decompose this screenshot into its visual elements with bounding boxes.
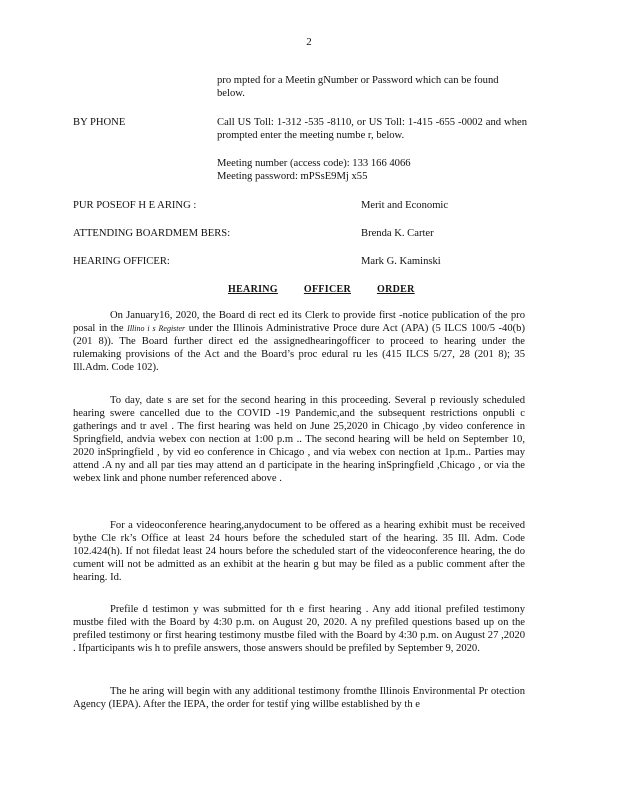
paragraph-5-text: The he aring will begin with any additional testimony fromthe Illinois Environmental Pr otection Agency (IEPA). After the IEPA, the order for testif ying willbe established by th e [73,686,525,710]
attending-members-value: Brenda K. Carter [361,228,434,239]
meeting-password: Meeting password: mPSsE9Mj x55 [217,171,368,182]
order-heading-word: HEARING [228,284,278,295]
order-heading-word: OFFICER [303,284,351,295]
paragraph-3 [73,519,525,584]
purpose-label: PUR POSEOF H E ARING : [73,200,197,211]
paragraph-2-text: To day, date s are set for the second hearing in this proceeding. Several p reviously scheduled hearing swere cancelled due to the COVID -19 Pandemic,and the subsequent restrictions onpubli c gatherings and tr avel . The first hearing was held on June 25,2020 in Chicago ,by video conference in Springfield, andvia webex con nection at 1:00 p.m .. The second hearing will be held on September 10, 2020 inSpringfield , by vid eo conference in Chicago , and via webex con nection at 1p.m.. Parties may attend .A ny and all par ties may attend an d participate in the hearing inSpringfield ,Chicago , or via the webex link and phone number referenced above . [73,395,525,484]
paragraph-3-text: For a videoconference hearing,anydocument to be offered as a hearing exhibit must be received bythe Cle rk’s Office at least 24 hours before the scheduled start of the hearing. 35 Ill. Adm. Code 102.424(h). If not filedat least 24 hours before the scheduled start of the videoconference hearing, the do cument will not be admitted as an exhibit at the hearin g but may be filed as a public comment after the hearing. Id. [73,520,525,583]
paragraph-5 [73,685,525,711]
paragraph-4-text: Prefile d testimon y was submitted for th e first hearing . Any add itional prefiled testimony mustbe filed with the Board by 4:30 p.m. on August 20, 2020. A ny prefiled questions based up on the prefiled testimony or first hearing testimony mustbe filed with the Board by 4:30 p.m. on August 27 ,2020 . Ifparticipants wis h to prefile answers, those answers should be prefiled by September 9, 2020. [73,604,525,654]
meeting-number: Meeting number (access code): 133 166 4066 [217,158,411,169]
order-heading-word: ORDER [377,284,415,295]
page-number: 2 [306,36,312,48]
purpose-value: Merit and Economic [361,200,449,211]
meeting-prompt-text: pro mpted for a Meetin gNumber or Password which can be found below. [217,75,499,99]
paragraph-1-text-b: under the Illinois Administrative Proce dure Act (APA) (5 ILCS 100/5 -40(b) (201 8)). The Board further direct ed the assignedhearingofficer to proceed to hearing under the rulemaking provisions of the Act and the Board’s proc edural ru les (415 ILCS 5/27, 28 (201 8); 35 Ill.Adm. Code 102). [73,323,526,373]
paragraph-2 [73,394,525,485]
hearing-officer-value: Mark G. Kaminski [361,256,441,267]
paragraph-1 [73,309,525,374]
attending-members-label: ATTENDING BOARDMEM BERS: [73,228,231,239]
paragraph-1-text-a: On January16, 2020, the Board di rect ed its Clerk to provide first -notice publication of the pro posal in the [73,310,525,334]
by-phone-label: BY PHONE [73,117,126,128]
hearing-officer-label: HEARING OFFICER: [73,256,170,267]
order-heading [228,283,441,296]
paragraph-4 [73,603,525,655]
by-phone-text: Call US Toll: 1-312 -535 -8110, or US Toll: 1-415 -655 -0002 and when prompted enter the meeting numbe r, below. [217,117,527,141]
illinois-register-title: Illino i s Register [127,324,186,333]
